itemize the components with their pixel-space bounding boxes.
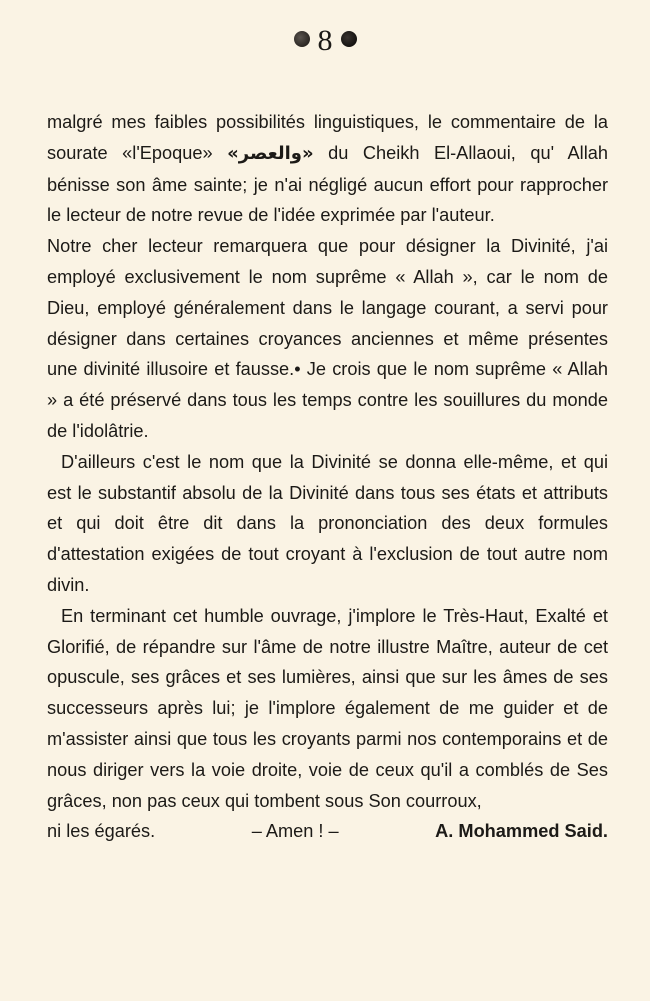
- page-header: [0, 24, 650, 60]
- round-ornament-icon: [294, 31, 310, 47]
- paragraph-continuation: [47, 107, 608, 231]
- page-number: 8: [317, 24, 333, 57]
- arabic-sura-title: «والعصر»: [227, 142, 314, 164]
- author-signature: A. Mohammed Said.: [435, 821, 608, 842]
- closing-line: [47, 816, 608, 847]
- round-ornament-icon: [341, 31, 357, 47]
- paragraph-text: malgré mes faibles possibilités linguistiques, le commentaire de la sourate «l'Epoque»: [47, 112, 608, 163]
- paragraph-text: du Cheikh El-Allaoui, qu' Allah bénisse son âme sainte; je n'ai négligé aucun effort pour rapprocher le lecteur de notre revue de l'idée exprimée par l'auteur.: [47, 142, 608, 226]
- amen: – Amen ! –: [251, 821, 339, 842]
- paragraph: D'ailleurs c'est le nom que la Divinité se donna elle-même, et qui est le substantif absolu de la Divinité dans tous ses états et attributs et qui doit être dit dans la prononciation des deux formules d'attestation exigées de tout croyant à l'exclusion de tout autre nom divin.: [47, 451, 608, 595]
- paragraph: En terminant cet humble ouvrage, j'implore le Très-Haut, Exalté et Glorifié, de répandre sur l'âme de notre illustre Maître, auteur de cet opuscule, ses grâces et ses lumières, ainsi que sur les âmes de ses successeurs après lui; je l'implore également de me guider et de m'assister ainsi que tous les croyants parmi nos contemporains et de nous diriger vers la voie droite, voie de ceux qu'il a comblés de Ses grâces, non pas ceux qui tombent sous Son courroux,: [47, 605, 608, 811]
- paragraph: Notre cher lecteur remarquera que pour désigner la Divinité, j'ai employé exclusivement le nom suprême « Allah », car le nom de Dieu, employé généralement dans le langage courant, a servi pour désigner dans certaines croyances anciennes et même présentes une divinité illusoire et fausse.• Je crois que le nom suprême « Allah » a été préservé dans tous les temps contre les souillures du monde de l'idolâtrie.: [47, 236, 608, 441]
- page-body: [47, 107, 608, 847]
- closing-words: ni les égarés.: [47, 821, 156, 842]
